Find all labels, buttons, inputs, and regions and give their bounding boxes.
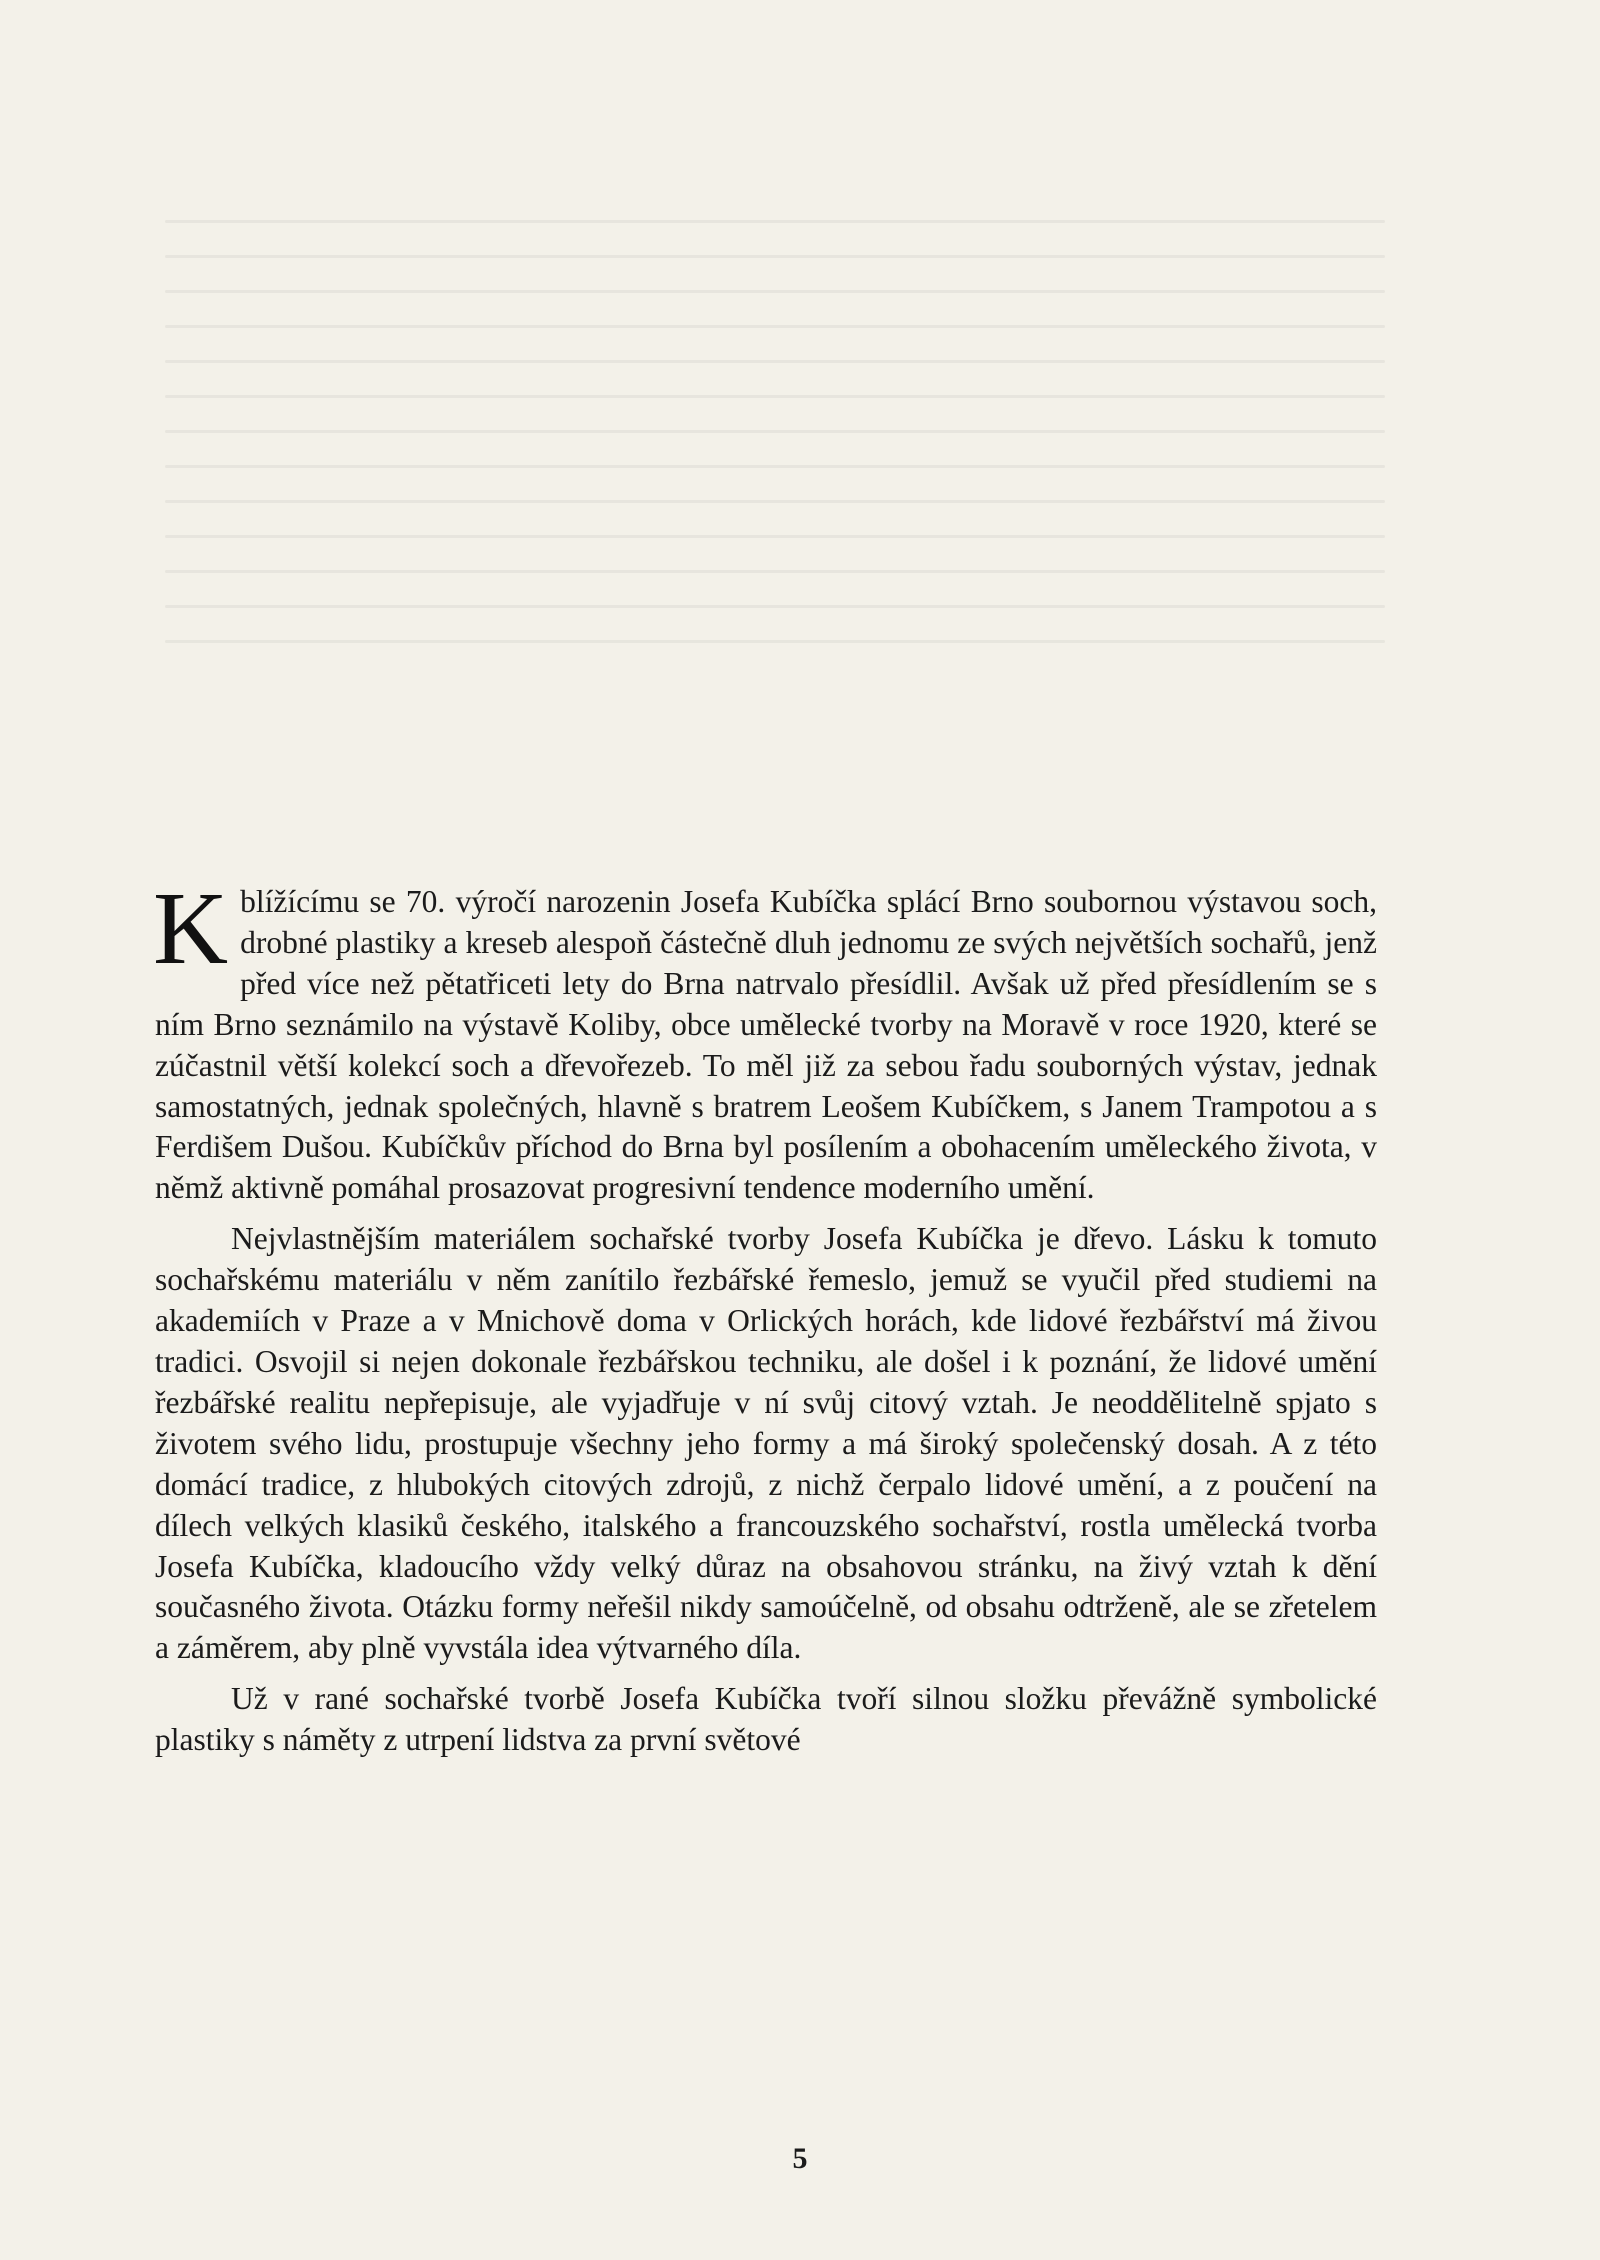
show-through-texture xyxy=(165,220,1385,690)
article-body xyxy=(153,871,1377,1761)
paragraph-2: Nejvlastnějším materiálem sochařské tvorby Josefa Kubíčka je dřevo. Lásku k tomuto sochařskému materiálu v něm zanítilo řezbářské řemeslo, jemuž se vyučil před studiemi na akademiích v Praze a v Mnichově doma v Orlických horách, kde lidové řezbářství má živou tradici. Osvojil si nejen dokonale řezbářskou techniku, ale došel i k poznání, že lidové umění řezbářské realitu nepřepisuje, ale vyjadřuje v ní svůj citový vztah. Je neoddělitelně spjato s životem svého lidu, prostupuje všechny jeho formy a má široký společenský dosah. A z této domácí tradice, z hlubokých citových zdrojů, z nichž čerpalo lidové umění, a z poučení na dílech velkých klasiků českého, italského a francouzského sochařství, rostla umělecká tvorba Josefa Kubíčka, kladoucího vždy velký důraz na obsahovou stránku, na živý vztah k dění současného života. Otázku formy neřešil nikdy samoúčelně, od obsahu odtrženě, ale se zřetelem a záměrem, aby plně vyvstála idea výtvarného díla. xyxy=(155,1221,1377,1666)
drop-cap: K xyxy=(153,871,229,986)
paragraph-3: Už v rané sochařské tvorbě Josefa Kubíčka tvoří silnou složku převážně symbolické plastiky s náměty z utrpení lidstva za první světové xyxy=(155,1681,1377,1758)
page-number: 5 xyxy=(792,2142,808,2175)
paragraph-1 xyxy=(153,871,1377,1209)
paragraph-1-text: blížícímu se 70. výročí narozenin Josefa Kubíčka splácí Brno soubornou výstavou soch, drobné plastiky a kreseb alespoň částečně dluh jednomu ze svých největších sochařů, jenž před více než pětatřiceti lety do Brna natrvalo přesídlil. Avšak už před přesídlením se s ním Brno seznámilo na výstavě Koliby, obce umělecké tvorby na Moravě v roce 1920, které se zúčastnil větší kolekcí soch a dřevořezeb. To měl již za sebou řadu souborných výstav, jednak samostatných, jednak společných, hlavně s bratrem Leošem Kubíčkem, s Janem Trampotou a s Ferdišem Dušou. Kubíčkův příchod do Brna byl posílením a obohacením uměleckého života, v němž aktivně pomáhal prosazovat progresivní tendence moderního umění. xyxy=(155,884,1377,1206)
